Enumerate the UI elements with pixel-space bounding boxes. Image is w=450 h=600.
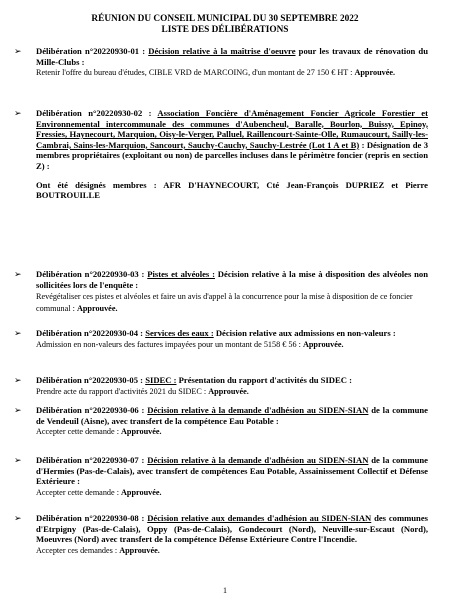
deliberation-rest: Présentation du rapport d'activités du SIDEC : [176, 375, 352, 385]
deliberation-item [14, 108, 428, 201]
deliberation-item [14, 46, 428, 79]
deliberation-subject: Décision relative aux demandes d'adhésion au SIDEN-SIAN [147, 513, 372, 523]
deliberation-rest: Décision relative aux admissions en non-valeurs : [213, 328, 396, 338]
arrow-bullet-icon: ➢ [14, 269, 22, 279]
decision-result: Approuvée. [76, 303, 118, 313]
page-title: RÉUNION DU CONSEIL MUNICIPAL DU 30 SEPTEMBRE 2022 [91, 14, 359, 24]
deliberation-item [14, 269, 428, 314]
decision-text: Accepter cette demande : [36, 427, 119, 437]
arrow-bullet-icon: ➢ [14, 328, 22, 338]
deliberation-item [14, 405, 428, 438]
deliberation-rest: de la commune de Vendeuil (Aisne), avec transfert de la compétence Eau Potable : [36, 405, 428, 426]
deliberation-ref: Délibération n°20220930-06 : [36, 405, 145, 415]
deliberation-rest: Décision relative à la mise à disposition des alvéoles non sollicitées lors de l'enquête : [36, 269, 428, 290]
decision-line [36, 427, 428, 438]
decision-result: Approuvée. [302, 339, 344, 349]
decision-line [36, 291, 428, 314]
deliberation-rest: des communes d'Etrpigny (Pas-de-Calais), Oppy (Pas-de-Calais), Gondecourt (Nord), Neuville-sur-Escaut (Nord), Moeuvres (Nord) avec transfert de la compétence Défense Extérieure Contre l'Incendie. [36, 513, 428, 545]
decision-line [36, 546, 428, 557]
deliberation-rest: de la commune d'Hermies (Pas-de-Calais), avec transfert de compétences Eau Potable, Assainissement Collectif et Défense Extérieure : [36, 455, 428, 487]
deliberation-subject: SIDEC : [145, 375, 177, 385]
deliberation-subject: Association Foncière d'Aménagement Foncier Agricole Forestier et Environnemental intercommunale des communes d'Aubencheul, Baralle, Bourlon, Buissy, Epinoy, Fressies, Haynecourt, Marquion, Oisy-le-Verger, Palluel, Raillencourt-Sainte-Olle, Rumaucourt, Sailly-les-Cambrai, Sains-les-Marquion, Sancourt, Sauchy-Cauchy, Sauchy-Lestrée (Lot 1 A et B) [36, 108, 428, 150]
arrow-bullet-icon: ➢ [14, 108, 22, 118]
deliberation-item [14, 513, 428, 556]
decision-result: Approuvée. [121, 427, 162, 437]
decision-line [36, 340, 428, 351]
decision-result: Approuvée. [119, 545, 160, 555]
page-number: 1 [223, 586, 227, 595]
arrow-bullet-icon: ➢ [14, 513, 22, 523]
decision-text: Admission en non-valeurs des factures impayées pour un montant de 5158 € 56 : [36, 339, 301, 349]
decision-line [36, 68, 428, 79]
deliberation-ref: Délibération n°20220930-08 : [36, 513, 145, 523]
deliberation-ref: Délibération n°20220930-02 : [36, 108, 152, 118]
deliberation-subject: Pistes et alvéoles : [147, 269, 215, 279]
deliberation-rest: : Désignation de 3 membres propriétaires (exploitant ou non) de parcelles incluses dans le périmètre foncier (repris en section Z) : [36, 139, 428, 171]
decision-text: Accepter cette demande : [36, 487, 119, 497]
decision-text: Retenir l'offre du bureau d'études, CIBLE VRD de MARCOING, d'un montant de 27 150 € HT : [36, 68, 353, 78]
deliberation-ref: Délibération n°20220930-03 : [36, 269, 145, 279]
deliberation-ref: Délibération n°20220930-04 : [36, 328, 144, 338]
deliberation-subject: Services des eaux : [145, 328, 214, 338]
deliberation-subject: Décision relative à la demande d'adhésion au SIDEN-SIAN [147, 455, 369, 465]
arrow-bullet-icon: ➢ [14, 46, 22, 56]
designated-members: Ont été désignés membres : AFR D'HAYNECOURT, Cté Jean-François DUPRIEZ et Pierre BOUTROUILLE [36, 179, 428, 201]
deliberation-item [14, 455, 428, 498]
deliberation-subject: Décision relative à la maîtrise d'oeuvre [148, 46, 296, 56]
decision-result: Approuvée. [121, 487, 162, 497]
deliberation-ref: Délibération n°20220930-01 : [36, 46, 146, 56]
deliberation-rest: pour les travaux de rénovation du Mille-Clubs : [36, 46, 428, 67]
deliberation-item [14, 375, 428, 397]
decision-text: Prendre acte du rapport d'activités 2021 du SIDEC : [36, 386, 207, 396]
decision-text: Accepter ces demandes : [36, 545, 118, 555]
deliberation-item [14, 328, 428, 350]
page-subtitle: LISTE DES DÉLIBÉRATIONS [161, 25, 289, 35]
decision-line [36, 488, 428, 499]
arrow-bullet-icon: ➢ [14, 375, 22, 385]
deliberation-subject: Décision relative à la demande d'adhésion au SIDEN-SIAN [147, 405, 369, 415]
decision-result: Approuvée. [354, 68, 396, 78]
deliberation-ref: Délibération n°20220930-07 : [36, 455, 145, 465]
decision-text: Revégétaliser ces pistes et alvéoles et faire un avis d'appel à la concurrence pour la mise à disposition de ce foncier communal : [36, 292, 413, 313]
arrow-bullet-icon: ➢ [14, 405, 22, 415]
arrow-bullet-icon: ➢ [14, 455, 22, 465]
decision-line [36, 387, 428, 398]
decision-result: Approuvée. [208, 386, 249, 396]
deliberation-ref: Délibération n°20220930-05 : [36, 375, 144, 385]
